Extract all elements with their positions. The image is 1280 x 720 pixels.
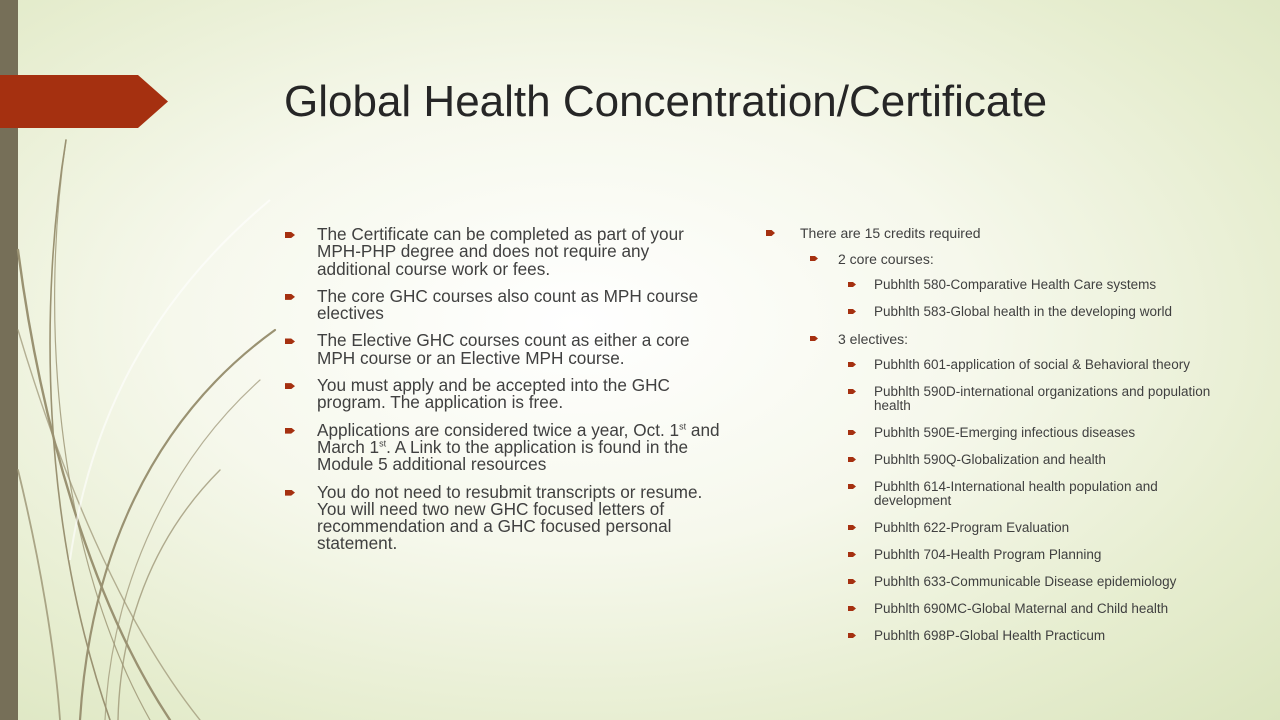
- slide-title: Global Health Concentration/Certificate: [284, 77, 1048, 126]
- list-item: [848, 305, 1236, 319]
- course-text: Pubhlth 590E-Emerging infectious diseases: [874, 425, 1136, 440]
- bullet-text: The Elective GHC courses count as either a core MPH course or an Elective MPH course.: [317, 330, 690, 368]
- elective-course-list: [848, 358, 1236, 643]
- bullet-text: You do not need to resubmit transcripts or resume. You will need two new GHC focused letters of recommendation and a GHC focused personal statement.: [317, 481, 703, 554]
- course-text: Pubhlth 614-International health population and development: [874, 479, 1158, 508]
- course-text: Pubhlth 633-Communicable Disease epidemiology: [874, 574, 1177, 589]
- list-item: [848, 426, 1236, 440]
- course-text: Pubhlth 601-application of social & Behavioral theory: [874, 357, 1190, 372]
- core-course-list: [848, 278, 1236, 319]
- list-item: [848, 575, 1236, 589]
- arrow-bullet-icon: [848, 457, 856, 462]
- arrow-bullet-icon: [285, 232, 295, 238]
- arrow-bullet-icon: [810, 336, 818, 341]
- list-item: [285, 481, 725, 554]
- arrow-bullet-icon: [848, 579, 856, 584]
- arrow-bullet-icon: [848, 525, 856, 530]
- bullet-text: You must apply and be accepted into the GHC program. The application is free.: [317, 375, 670, 413]
- arrow-bullet-icon: [848, 606, 856, 611]
- list-item: [848, 278, 1236, 292]
- credits-required: There are 15 credits required: [800, 225, 981, 241]
- arrow-bullet-icon: [285, 338, 295, 344]
- list-item: [285, 419, 725, 475]
- arrow-bullet-icon: [848, 309, 856, 314]
- course-text: Pubhlth 690MC-Global Maternal and Child health: [874, 601, 1169, 616]
- list-item: [848, 602, 1236, 616]
- arrow-bullet-icon: [285, 383, 295, 389]
- arrow-bullet-icon: [810, 256, 818, 261]
- course-text: Pubhlth 698P-Global Health Practicum: [874, 628, 1106, 643]
- list-item: [848, 629, 1236, 643]
- course-text: Pubhlth 622-Program Evaluation: [874, 520, 1070, 535]
- electives-label: 3 electives:: [838, 331, 909, 347]
- requirements-list: [766, 226, 1236, 643]
- course-text: Pubhlth 590Q-Globalization and health: [874, 452, 1106, 467]
- list-item: [848, 480, 1236, 508]
- bullet-text: The Certificate can be completed as part of your MPH-PHP degree and does not require any additional course work or fees.: [317, 224, 684, 279]
- left-column: [285, 226, 725, 563]
- arrow-bullet-icon: [848, 430, 856, 435]
- list-item: [848, 358, 1236, 372]
- course-text: Pubhlth 583-Global health in the developing world: [874, 304, 1172, 319]
- arrow-bullet-icon: [848, 484, 856, 489]
- arrow-bullet-icon: [848, 282, 856, 287]
- arrow-bullet-icon: [848, 552, 856, 557]
- list-item: [285, 285, 725, 324]
- list-item: [848, 521, 1236, 535]
- list-item: [848, 548, 1236, 562]
- list-item: [766, 226, 1236, 643]
- arrow-bullet-icon: [285, 294, 295, 300]
- arrow-bullet-icon: [848, 633, 856, 638]
- course-text: Pubhlth 590D-international organizations and population health: [874, 384, 1211, 413]
- arrow-bullet-icon: [285, 490, 295, 496]
- left-bullet-list: [285, 226, 725, 553]
- arrow-bullet-icon: [848, 362, 856, 367]
- arrow-bullet-icon: [285, 428, 295, 434]
- title-marker-arrow: [0, 75, 168, 128]
- course-text: Pubhlth 580-Comparative Health Care systems: [874, 277, 1157, 292]
- course-groups: [810, 252, 1236, 643]
- core-courses-label: 2 core courses:: [838, 251, 934, 267]
- bullet-text: Applications are considered twice a year, Oct. 1st and March 1st. A Link to the application is found in the Module 5 additional resources: [317, 419, 720, 475]
- list-item: [285, 226, 725, 278]
- right-column: [766, 226, 1236, 656]
- arrow-bullet-icon: [848, 389, 856, 394]
- list-item: [285, 377, 725, 412]
- list-item: [810, 252, 1236, 319]
- list-item: [848, 385, 1236, 413]
- bullet-text: The core GHC courses also count as MPH course electives: [317, 285, 699, 324]
- arrow-bullet-icon: [766, 230, 775, 236]
- course-text: Pubhlth 704-Health Program Planning: [874, 547, 1102, 562]
- list-item: [810, 332, 1236, 643]
- list-item: [285, 332, 725, 367]
- list-item: [848, 453, 1236, 467]
